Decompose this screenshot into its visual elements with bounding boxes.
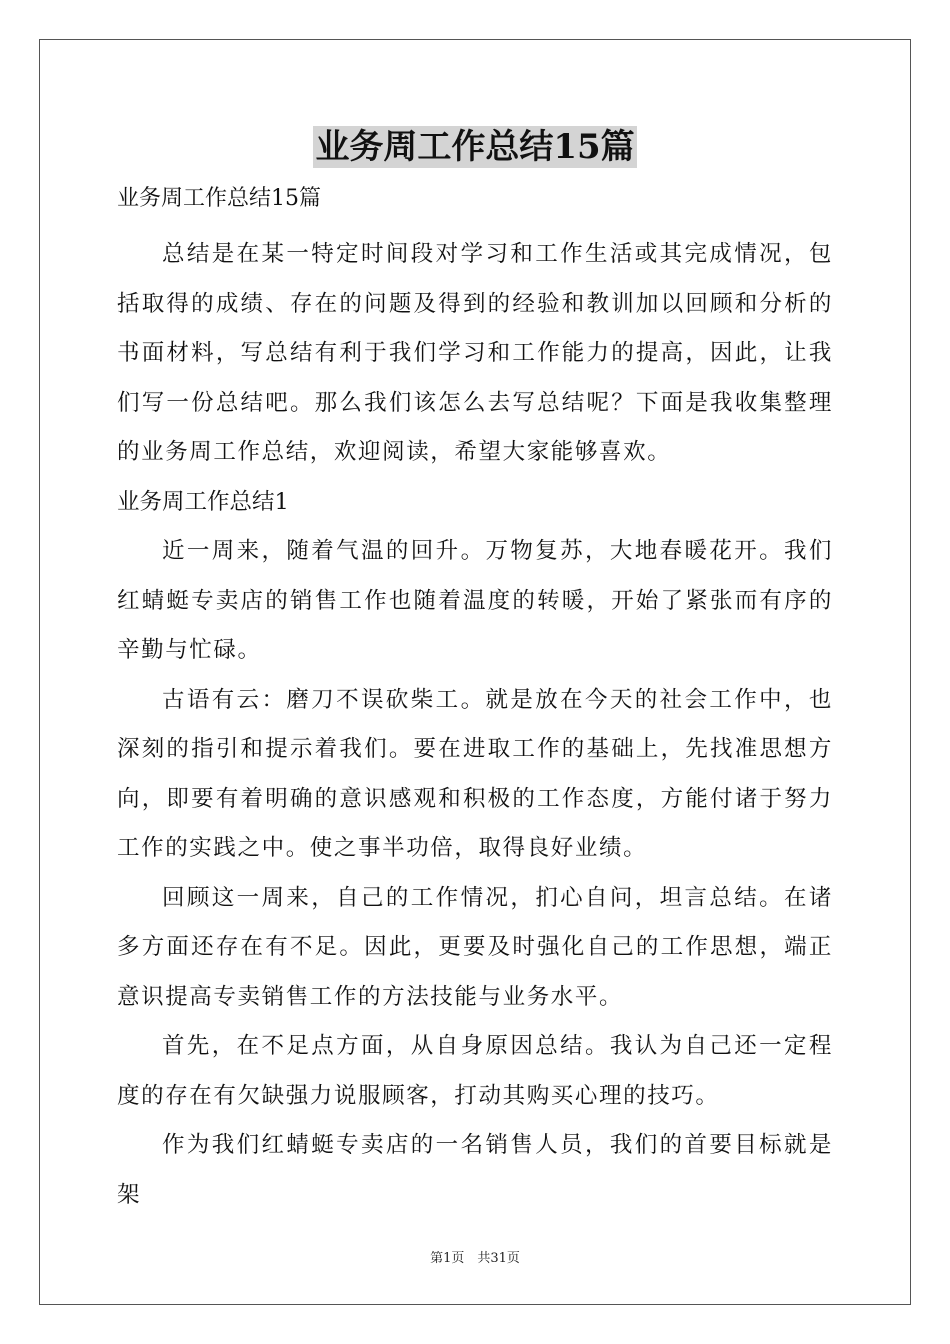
- paragraph: 近一周来，随着气温的回升。万物复苏，大地春暖花开。我们红蜻蜓专卖店的销售工作也随着温度的转暖，开始了紧张而有序的辛勤与忙碌。: [117, 538, 833, 663]
- paragraph: 作为我们红蜻蜓专卖店的一名销售人员，我们的首要目标就是架: [117, 1132, 833, 1208]
- document-subtitle: 业务周工作总结15篇: [117, 186, 321, 211]
- document-title: 业务周工作总结15篇: [315, 127, 635, 167]
- paragraph: 古语有云：磨刀不误砍柴工。就是放在今天的社会工作中，也深刻的指引和提示着我们。要在进取工作的基础上，先找准思想方向，即要有着明确的意识感观和积极的工作态度，方能付诸于努力工作的实践之中。使之事半功倍，取得良好业绩。: [117, 686, 833, 861]
- section-heading-1: 业务周工作总结1: [117, 488, 289, 515]
- paragraph: 首先，在不足点方面，从自身原因总结。我认为自己还一定程度的存在有欠缺强力说服顾客，打动其购买心理的技巧。: [117, 1033, 833, 1109]
- document-body: [117, 230, 833, 1220]
- paragraph: 回顾这一周来，自己的工作情况，扪心自问，坦言总结。在诸多方面还存在有不足。因此，更要及时强化自己的工作思想，端正意识提高专卖销售工作的方法技能与业务水平。: [117, 884, 833, 1010]
- paragraph-intro: 总结是在某一特定时间段对学习和工作生活或其完成情况，包括取得的成绩、存在的问题及得到的经验和教训加以回顾和分析的书面材料，写总结有利于我们学习和工作能力的提高，因此，让我们写一份总结吧。那么我们该怎么去写总结呢？下面是我收集整理的业务周工作总结，欢迎阅读，希望大家能够喜欢。: [117, 241, 833, 465]
- page-number: 第1页 共31页: [430, 1251, 520, 1266]
- title-wrapper: [0, 126, 950, 168]
